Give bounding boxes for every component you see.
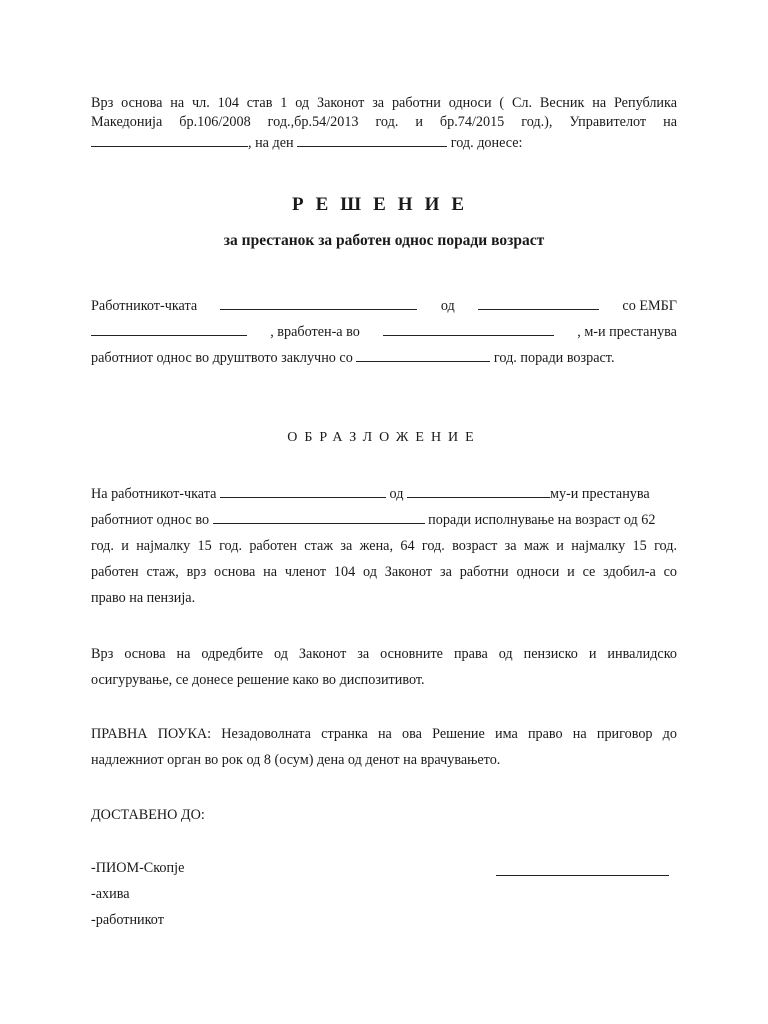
decision-paragraph [91,293,677,371]
blank-termination-date[interactable] [356,347,490,362]
intro-line-3 [91,132,677,153]
reasoning-company-label: работниот однос во [91,512,210,528]
decision-terminated-label: работниот однос во друштвото заклучно со [91,350,353,366]
blank-employer[interactable] [91,132,248,147]
reasoning-line-5: право на пензија. [91,590,196,606]
legal-basis-paragraph [91,641,677,693]
delivered-item: -ПИОМ-Скопје [91,860,185,876]
reasoning-from-label: од [389,486,404,502]
page-subtitle: за престанок за работен однос поради возраст [223,232,545,249]
reasoning-ceases-label: му-и престанува [549,486,650,502]
blank-date[interactable] [297,132,447,147]
intro-end: год. донесе: [450,135,523,151]
legal-advice-paragraph [91,721,677,773]
delivered-item: -работникот [91,912,164,928]
legal-basis-line-1: Врз основа на одредбите од Законот за основните права од пензиско и инвалидско [91,646,677,662]
decision-embg-label: со ЕМБГ [622,298,677,314]
signature-line[interactable] [496,861,669,876]
intro-on-day: , на ден [248,135,294,151]
reasoning-line-1 [91,481,677,507]
delivered-to-text: ДОСТАВЕНО ДО: [91,807,205,823]
blank-reasoning-company[interactable] [213,509,425,524]
decision-from-label: од [440,298,455,314]
delivered-to-label [91,802,677,828]
reasoning-employee-label: На работникот-чката [91,486,217,502]
decision-employed-label: , вработен-а во [270,324,360,340]
blank-reasoning-from[interactable] [407,483,550,498]
delivered-item: -ахива [91,886,130,902]
reasoning-line-4: работен стаж, врз основа на членот 104 од Законот за работни односи и се здобил-а со [91,564,677,580]
decision-line-1 [91,293,677,319]
legal-basis-line-2: осигурување, се донесе решение како во диспозитивот. [91,672,425,688]
blank-embg[interactable] [91,321,247,336]
page-title: РЕШЕНИЕ [291,194,477,215]
blank-employee-name[interactable] [220,295,417,310]
reasoning-line-3: год. и најмалку 15 год. работен стаж за жена, 64 год. возраст за маж и најмалку 15 год. [91,538,677,554]
decision-line-2 [91,319,677,345]
reasoning-line-2 [91,507,677,533]
legal-advice-line-1: ПРАВНА ПОУКА: Незадоволната странка на ова Решение има право на приговор до [91,726,677,742]
reasoning-paragraph [91,481,677,611]
intro-line-1: Врз основа на чл. 104 став 1 од Законот за работни односи ( Сл. Весник на Република [91,95,677,111]
blank-reasoning-name[interactable] [220,483,386,498]
legal-advice-line-2: надлежниот орган во рок од 8 (осум) дена од денот на врачувањето. [91,752,501,768]
blank-from[interactable] [478,295,599,310]
decision-line-3 [91,345,677,371]
decision-reason-label: год. поради возраст. [493,350,615,366]
blank-employed-at[interactable] [383,321,554,336]
reasoning-heading: ОБРАЗЛОЖЕНИЕ [287,430,481,445]
decision-ceases-label: , м-и престанува [577,324,677,340]
intro-paragraph [91,94,677,153]
reasoning-age-label: поради исполнување на возраст од 62 [428,512,656,528]
decision-employee-label: Работникот-чката [91,298,198,314]
intro-line-2: Македонија бр.106/2008 год.,бр.54/2013 год. и бр.74/2015 год.), Управителот на [91,114,677,130]
